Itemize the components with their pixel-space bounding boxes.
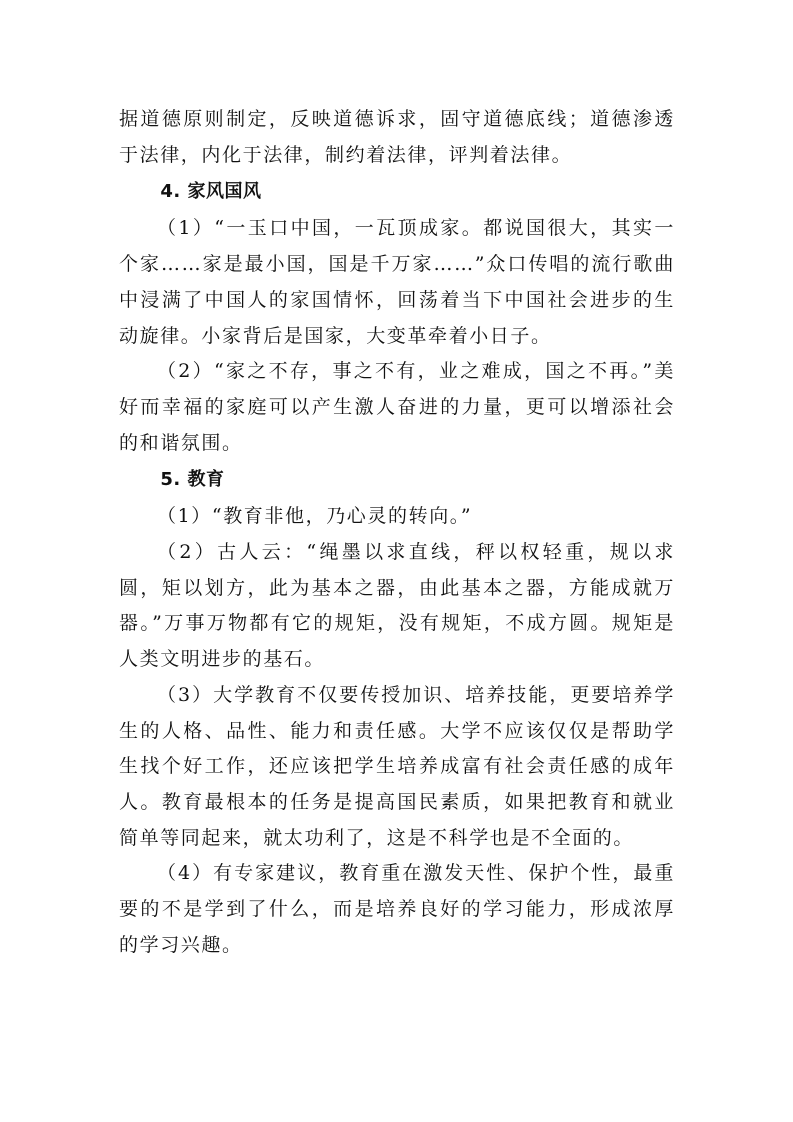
paragraph: （3）大学教育不仅要传授加识、培养技能，更要培养学生的人格、品性、能力和责任感。大学不应该仅仅是帮助学生找个好工作，还应该把学生培养成富有社会责任感的成年人。教育最根本的任务是提高国民素质，如果把教育和就业简单等同起来，就太功利了，这是不科学也是不全面的。 — [119, 683, 675, 849]
section-heading: 5. 教育 — [160, 469, 225, 491]
section-family-country — [119, 173, 675, 461]
paragraph: （4）有专家建议，教育重在激发天性、保护个性，最重要的不是学到了什么，而是培养良好的学习能力，形成浓厚的学习兴趣。 — [119, 862, 675, 956]
paragraph: （2）古人云：“绳墨以求直线，秤以权轻重，规以求圆，矩以划方，此为基本之器，由此基本之器，方能成就万器。”万事万物都有它的规矩，没有规矩，不成方圆。规矩是人类文明进步的基石。 — [119, 541, 675, 671]
intro-continuation-paragraph: 据道德原则制定，反映道德诉求，固守道德底线；道德渗透于法律，内化于法律，制约着法律，评判着法律。 — [119, 108, 675, 166]
paragraph: （2）“家之不存，事之不有，业之难成，国之不再。”美好而幸福的家庭可以产生激人奋进的力量，更可以增添社会的和谐氛围。 — [119, 360, 675, 454]
paragraph: （1）“一玉口中国，一瓦顶成家。都说国很大，其实一个家……家是最小国，国是千万家……”众口传唱的流行歌曲中浸满了中国人的家国情怀，回荡着当下中国社会进步的生动旋律。小家背后是国家，大变革牵着小日子。 — [119, 217, 675, 347]
paragraph: （1）“教育非他，乃心灵的转向。” — [157, 505, 473, 528]
document-page — [119, 102, 675, 963]
section-heading: 4. 家风国风 — [160, 181, 262, 203]
section-education — [119, 461, 675, 963]
